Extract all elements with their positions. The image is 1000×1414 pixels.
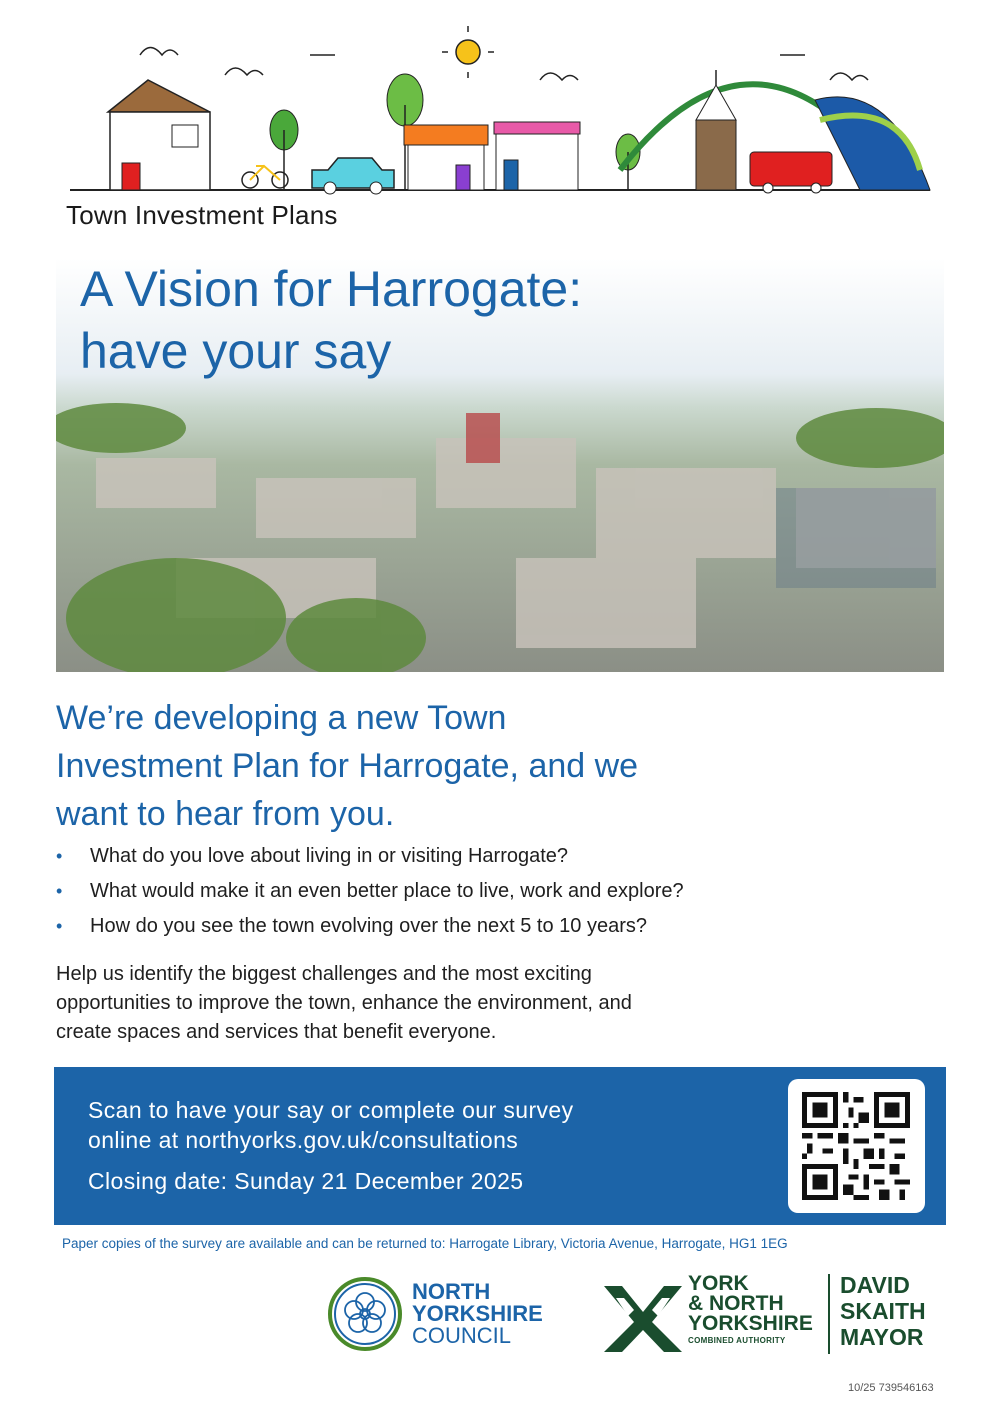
body-paragraph [56, 960, 756, 1047]
mayor-wordmark [840, 1272, 926, 1350]
nyc-line-3: COUNCIL [412, 1323, 512, 1348]
intro-line-1: We’re developing a new Town [56, 699, 507, 737]
call-to-action-panel [54, 1067, 946, 1225]
bullet-icon: • [56, 881, 63, 901]
cta-consultation-link[interactable]: online at northyorks.gov.uk/consultations [88, 1127, 519, 1153]
combined-authority-logo [604, 1272, 944, 1358]
closing-date: Closing date: Sunday 21 December 2025 [88, 1168, 524, 1194]
question-item [56, 879, 936, 903]
question-item [56, 844, 936, 868]
mayor-line-3: MAYOR [840, 1324, 924, 1350]
nyc-line-1: NORTH [412, 1279, 491, 1304]
qr-code-icon [802, 1092, 910, 1200]
page-title [80, 258, 582, 382]
question-text: How do you see the town evolving over the next 5 to 10 years? [90, 915, 648, 937]
series-label: Town Investment Plans [66, 200, 338, 230]
north-yorkshire-council-logo [326, 1275, 576, 1355]
bullet-icon: • [56, 846, 63, 866]
body-line-3: create spaces and services that benefit everyone. [56, 1021, 497, 1043]
mayor-line-2: SKAITH [840, 1298, 926, 1324]
question-text: What would make it an even better place to live, work and explore? [90, 880, 684, 902]
title-line-2: have your say [80, 323, 392, 379]
rose-emblem-icon [326, 1275, 404, 1353]
bullet-icon: • [56, 916, 63, 936]
qr-code[interactable] [788, 1079, 925, 1213]
cta-line-1: Scan to have your say or complete our survey [88, 1097, 574, 1123]
paper-copies-note: Paper copies of the survey are available and can be returned to: Harrogate Library, Victoria Avenue, Harrogate, HG1 1EG [62, 1236, 788, 1251]
town-illustration [60, 20, 940, 200]
combined-authority-mark-icon [604, 1278, 682, 1356]
nyc-line-2: YORKSHIRE [412, 1301, 543, 1326]
intro-line-2: Investment Plan for Harrogate, and we [56, 747, 639, 785]
yny-line-1: YORK [688, 1272, 749, 1295]
nyc-wordmark [412, 1281, 543, 1347]
body-line-2: opportunities to improve the town, enhance the environment, and [56, 992, 632, 1014]
question-list [56, 844, 936, 949]
reference-code: 10/25 739546163 [848, 1382, 934, 1394]
logo-divider [828, 1274, 830, 1354]
yny-line-3: YORKSHIRE [688, 1312, 813, 1335]
intro-heading [56, 694, 936, 838]
title-line-1: A Vision for Harrogate: [80, 261, 583, 317]
body-line-1: Help us identify the biggest challenges and the most exciting [56, 963, 592, 985]
intro-line-3: want to hear from you. [56, 795, 395, 833]
question-item [56, 914, 936, 938]
town-illustration-banner [60, 20, 940, 200]
yny-line-4: COMBINED AUTHORITY [688, 1336, 786, 1345]
question-text: What do you love about living in or visiting Harrogate? [90, 845, 569, 867]
yny-line-2: & NORTH [688, 1292, 784, 1315]
mayor-line-1: DAVID [840, 1272, 910, 1298]
yny-wordmark [688, 1274, 813, 1348]
